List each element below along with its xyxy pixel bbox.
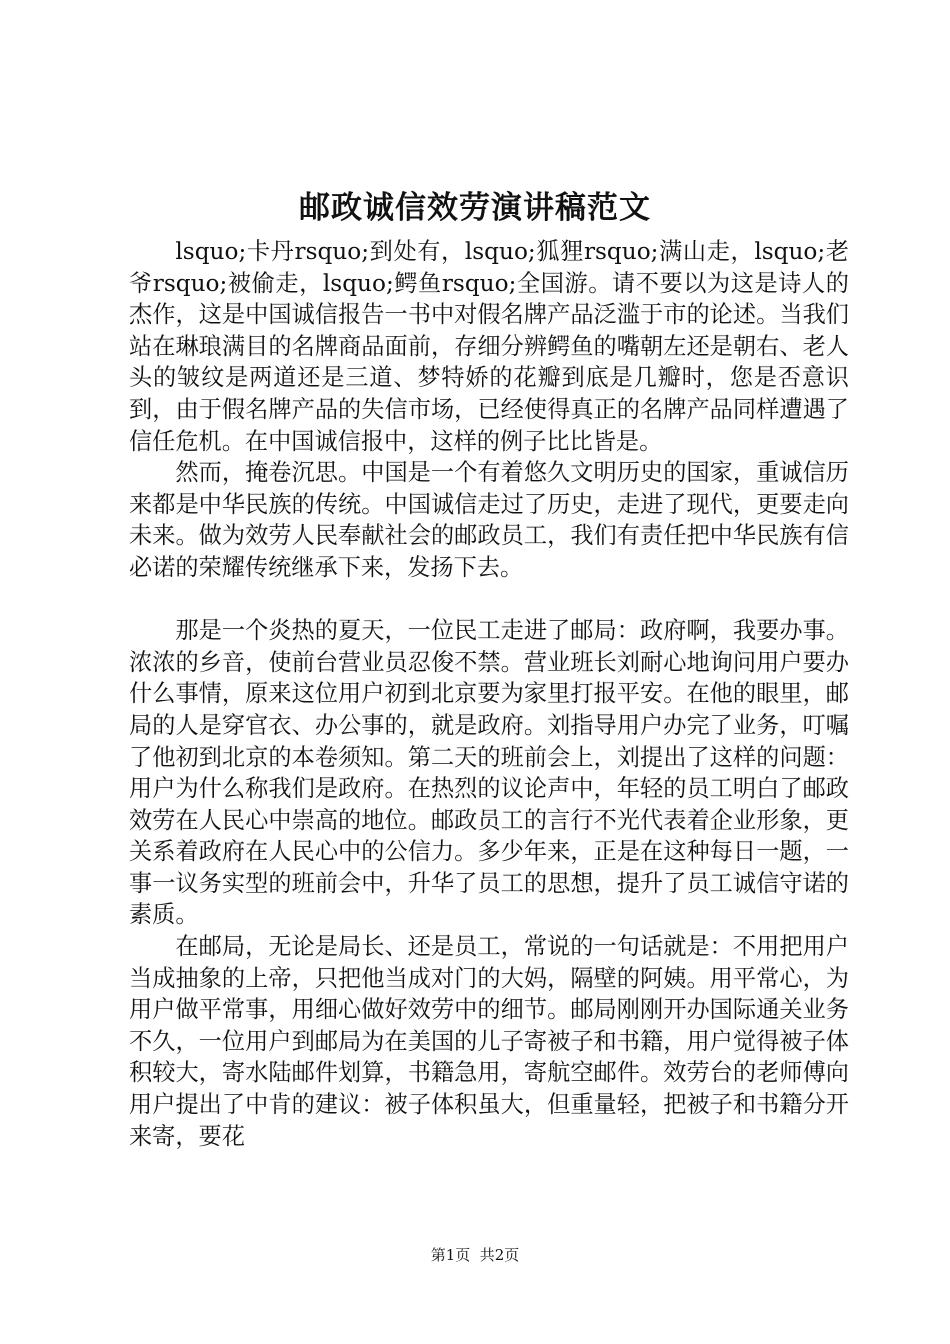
page-number: 第1页 共2页: [430, 1246, 520, 1264]
page-footer: [0, 1244, 950, 1266]
paragraph-3: 那是一个炎热的夏天，一位民工走进了邮局：政府啊，我要办事。浓浓的乡音，使前台营业员忍俊不禁。营业班长刘耐心地询问用户要办什么事情，原来这位用户初到北京要为家里打报平安。在他的眼里，邮局的人是穿官衣、办公事的，就是政府。刘指导用户办完了业务，叮嘱了他初到北京的本卷须知。第二天的班前会上，刘提出了这样的问题：用户为什么称我们是政府。在热烈的议论声中，年轻的员工明白了邮政效劳在人民心中崇高的地位。邮政员工的言行不光代表着企业形象，更关系着政府在人民心中的公信力。多少年来，正是在这种每日一题，一事一议务实型的班前会中，升华了员工的思想，提升了员工诚信守诺的素质。: [129, 617, 849, 929]
document-title: 邮政诚信效劳演讲稿范文: [299, 190, 651, 226]
paragraph-4: 在邮局，无论是局长、还是员工，常说的一句话就是：不用把用户当成抽象的上帝，只把他当成对门的大妈，隔壁的阿姨。用平常心，为用户做平常事，用细心做好效劳中的细节。邮局刚刚开办国际通关业务不久，一位用户到邮局为在美国的儿子寄被子和书籍，用户觉得被子体积较大，寄水陆邮件划算，书籍急用，寄航空邮件。效劳台的老师傅向用户提出了中肯的建议：被子体积虽大，但重量轻，把被子和书籍分开来寄，要花: [129, 933, 849, 1150]
document-body: [129, 236, 849, 1152]
paragraph-2: 然而，掩卷沉思。中国是一个有着悠久文明历史的国家，重诚信历来都是中华民族的传统。中国诚信走过了历史，走进了现代，更要走向未来。做为效劳人民奉献社会的邮政员工，我们有责任把中华民族有信必诺的荣耀传统继承下来，发扬下去。: [129, 459, 849, 581]
paragraph-1: lsquo;卡丹rsquo;到处有，lsquo;狐狸rsquo;满山走，lsquo;老爷rsquo;被偷走，lsquo;鳄鱼rsquo;全国游。请不要以为这是诗人的杰作，这是中国诚信报告一书中对假名牌产品泛滥于市的论述。当我们站在琳琅满目的名牌商品面前，存细分辨鳄鱼的嘴朝左还是朝右、老人头的皱纹是两道还是三道、梦特娇的花瓣到底是几瓣时，您是否意识到，由于假名牌产品的失信市场，已经使得真正的名牌产品同样遭遇了信任危机。在中国诚信报中，这样的例子比比皆是。: [129, 238, 849, 455]
